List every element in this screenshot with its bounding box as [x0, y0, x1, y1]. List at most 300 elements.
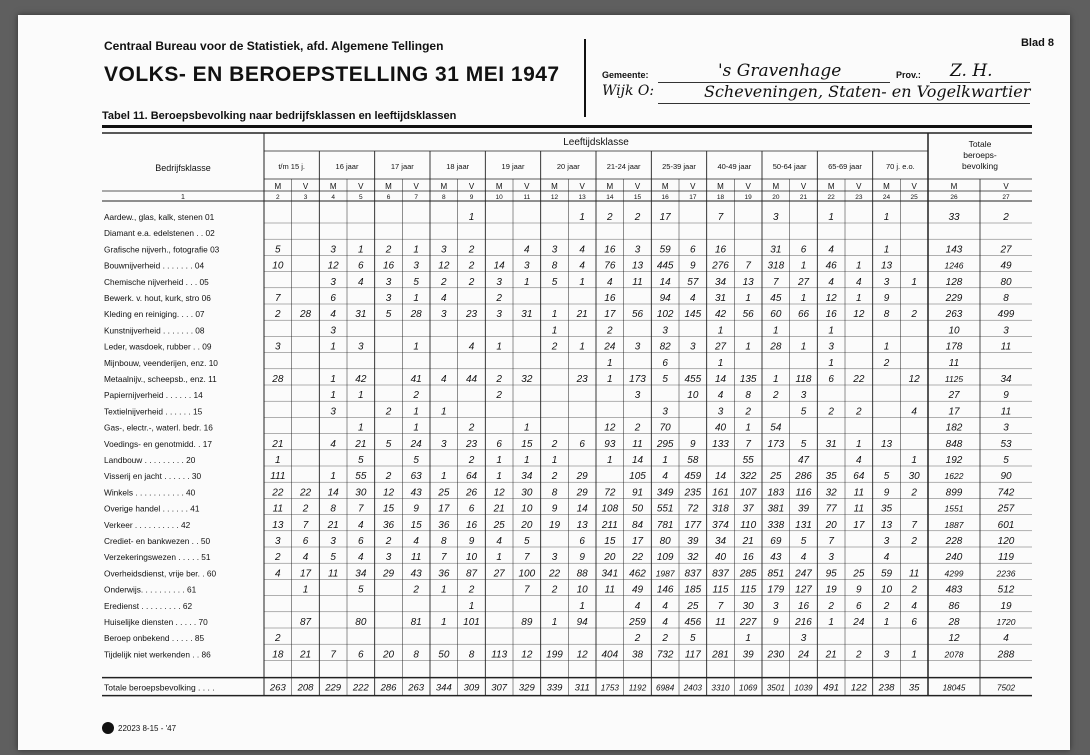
row-value: 3: [413, 260, 419, 272]
row-value: 2: [385, 406, 392, 418]
row-value: 13: [272, 519, 284, 531]
row-value: 2: [607, 325, 613, 337]
row-label: Crediet- en bankwezen . . 50: [104, 536, 211, 546]
row-value: 5: [275, 244, 281, 256]
row-value: 4: [330, 438, 336, 450]
total-header-line: Totale: [968, 139, 992, 149]
row-label: Voedings- en genotmidd. . 17: [104, 438, 212, 449]
row-value: 4: [358, 519, 364, 531]
row-value: 82: [659, 341, 671, 353]
row-value: 2: [496, 293, 502, 304]
column-number: 12: [550, 194, 559, 201]
row-value: 56: [742, 309, 754, 321]
row-value: 55: [355, 471, 367, 483]
row-value: 1: [607, 357, 613, 369]
total-value: 35: [908, 682, 920, 694]
row-value: 4: [911, 600, 917, 612]
row-value: 4: [358, 276, 364, 288]
row-value: 2: [468, 276, 475, 288]
row-value: 2: [275, 633, 281, 645]
row-value: 3: [551, 244, 558, 256]
row-value: 11: [715, 617, 726, 628]
row-value: 2: [1003, 212, 1009, 223]
row-value: 182: [945, 422, 963, 434]
row-value: 3: [551, 552, 558, 564]
row-value: 77: [825, 503, 837, 515]
row-value: 17: [631, 536, 644, 547]
row-label: Mijnbouw, veenderijen, enz. 10: [104, 357, 218, 368]
column-number: 17: [689, 194, 697, 201]
row-value: 4: [634, 600, 641, 612]
row-value: 11: [908, 568, 920, 580]
row-value: 4: [413, 536, 419, 547]
row-value: 3: [634, 390, 641, 402]
row-value: 1720: [996, 617, 1016, 627]
org-name: Centraal Bureau voor de Statistiek, afd. Algemene Tellingen: [104, 39, 444, 53]
sex-label-m: M: [717, 182, 724, 191]
row-value: 7: [745, 438, 751, 450]
row-value: 1: [745, 422, 751, 434]
row-value: 16: [742, 552, 754, 564]
row-value: 10: [880, 584, 893, 596]
column-number: 9: [469, 194, 474, 201]
row-value: 4: [828, 244, 834, 256]
row-value: 16: [465, 519, 478, 531]
row-value: 1: [911, 649, 917, 661]
row-value: 7: [441, 552, 447, 564]
row-value: 2: [911, 584, 917, 596]
row-value: 30: [355, 487, 367, 499]
row-value: 31: [714, 293, 727, 304]
row-value: 7: [524, 552, 530, 564]
row-value: 5: [413, 455, 419, 466]
total-value: 7502: [996, 683, 1016, 693]
row-value: 50: [631, 503, 644, 515]
row-value: 22: [631, 552, 644, 564]
row-value: 8: [468, 649, 475, 661]
row-value: 10: [576, 584, 588, 596]
row-label: Huiselijke diensten . . . . . 70: [104, 617, 208, 627]
row-value: 1: [579, 276, 585, 288]
sex-label-m: M: [495, 182, 503, 191]
row-value: 9: [468, 536, 475, 547]
column-number: 3: [303, 194, 308, 201]
row-value: 72: [687, 503, 699, 515]
row-value: 30: [521, 487, 533, 499]
row-value: 49: [631, 584, 644, 596]
row-value: 7: [828, 536, 834, 547]
sex-label-m: M: [827, 182, 835, 191]
row-value: 5: [413, 276, 419, 288]
row-value: 2: [551, 438, 558, 450]
row-value: 35: [880, 503, 893, 515]
row-value: 11: [1000, 406, 1012, 418]
row-label: Tijdelijk niet werkenden . . 86: [104, 649, 211, 660]
row-value: 1: [800, 260, 807, 272]
row-value: 5: [883, 471, 890, 483]
row-value: 64: [465, 471, 478, 483]
row-value: 837: [712, 568, 729, 580]
row-value: 105: [629, 471, 646, 483]
row-value: 318: [767, 260, 785, 272]
row-value: 34: [714, 536, 727, 547]
row-value: 40: [714, 552, 727, 564]
row-value: 281: [712, 649, 729, 661]
row-value: 12: [853, 309, 865, 321]
row-value: 4: [579, 244, 585, 256]
sex-label-v: V: [413, 182, 419, 191]
column-number: 16: [661, 194, 669, 201]
row-value: 4299: [944, 568, 964, 579]
row-value: 338: [767, 519, 785, 531]
row-value: 93: [604, 438, 616, 450]
row-value: 11: [853, 503, 865, 515]
row-value: 4: [524, 244, 530, 256]
sex-label-m: M: [440, 182, 448, 191]
row-value: 111: [270, 471, 286, 483]
sex-label-m: M: [274, 182, 282, 191]
row-value: 2: [468, 260, 475, 272]
print-code: [102, 722, 176, 734]
row-value: 115: [740, 584, 757, 596]
row-value: 2: [911, 309, 917, 321]
row-value: 4: [441, 374, 447, 385]
row-value: 17: [659, 212, 671, 223]
row-value: 16: [604, 244, 616, 256]
column-number: 13: [578, 194, 586, 201]
row-value: 5: [800, 536, 807, 547]
row-value: 16: [825, 309, 837, 321]
age-group-label: 18 jaar: [446, 162, 470, 171]
row-value: 31: [825, 438, 837, 450]
row-value: 1: [441, 584, 447, 596]
row-value: 17: [299, 568, 312, 580]
row-value: 5: [800, 406, 807, 418]
total-sex-label-m: M: [950, 182, 958, 191]
row-value: 1: [358, 244, 364, 256]
row-value: 11: [632, 438, 643, 450]
row-value: 318: [712, 503, 729, 515]
row-value: 7: [358, 503, 364, 515]
row-value: 21: [825, 649, 837, 661]
row-value: 3: [385, 552, 392, 564]
row-value: 4: [330, 309, 336, 321]
row-value: 59: [880, 568, 893, 580]
row-value: 3: [634, 341, 641, 353]
row-value: 117: [684, 649, 701, 661]
row-value: 10: [272, 260, 284, 272]
row-value: 1: [524, 276, 530, 288]
row-label: Kleding en reiniging. . . . 07: [104, 309, 205, 320]
row-value: 19: [1000, 600, 1012, 612]
row-value: 285: [739, 568, 757, 580]
sex-label-v: V: [634, 182, 641, 191]
row-value: 1: [496, 471, 502, 483]
row-value: 1: [524, 422, 530, 434]
row-label: Verzekeringswezen . . . . . 51: [104, 552, 211, 563]
age-group-label: 50-64 jaar: [772, 162, 807, 171]
row-value: 3: [524, 260, 530, 272]
row-value: 5: [385, 309, 392, 321]
row-value: 10: [948, 325, 960, 337]
column-number: 11: [523, 194, 531, 201]
row-value: 1: [275, 455, 281, 466]
row-value: 27: [493, 568, 505, 580]
row-value: 483: [945, 584, 963, 596]
row-value: 499: [997, 309, 1015, 321]
row-value: 6: [330, 293, 336, 304]
row-value: 37: [742, 503, 754, 515]
total-header-line: beroeps-: [963, 150, 997, 160]
sex-label-v: V: [579, 182, 585, 191]
row-value: 257: [997, 503, 1015, 515]
gemeente-label: Gemeente:: [602, 70, 649, 80]
row-value: 16: [604, 293, 616, 304]
row-value: 80: [1000, 276, 1012, 288]
row-value: 2: [468, 422, 475, 434]
row-value: 1: [856, 438, 862, 450]
row-value: 9: [690, 260, 696, 272]
row-value: 3: [634, 244, 641, 256]
row-value: 2: [441, 276, 447, 288]
row-value: 11: [272, 503, 284, 515]
row-value: 1: [358, 422, 364, 434]
row-value: 11: [604, 584, 616, 596]
row-value: 3: [883, 276, 890, 288]
row-value: 1: [496, 341, 502, 353]
row-value: 1: [468, 600, 475, 612]
column-number: 25: [910, 194, 918, 201]
age-group-label: 17 jaar: [390, 162, 414, 171]
row-value: 23: [576, 374, 588, 385]
row-value: 28: [770, 341, 782, 353]
row-value: 14: [327, 487, 339, 499]
row-value: 11: [410, 552, 422, 564]
row-value: 28: [272, 374, 284, 385]
column-number: 27: [1002, 194, 1010, 201]
sex-label-m: M: [329, 182, 337, 191]
row-value: 2: [607, 212, 613, 223]
row-value: 173: [629, 374, 646, 385]
row-value: 2: [468, 584, 475, 596]
total-value: 1039: [794, 683, 813, 693]
row-value: 173: [767, 438, 785, 450]
row-value: 247: [795, 568, 812, 580]
row-value: 13: [880, 260, 893, 272]
row-value: 7: [717, 212, 724, 223]
wijk-label: Wijk O:: [602, 83, 655, 99]
row-value: 1: [496, 455, 502, 466]
row-value: 107: [739, 487, 757, 499]
row-value: 15: [521, 438, 533, 450]
row-label: Bewerk. v. hout, kurk, stro 06: [104, 293, 211, 303]
row-value: 1: [773, 374, 779, 385]
row-value: 4: [468, 341, 475, 353]
row-value: 1: [330, 390, 336, 402]
row-value: 31: [770, 244, 782, 256]
gemeente-value: 's Gravenhage: [718, 61, 842, 81]
row-value: 235: [684, 487, 702, 499]
row-value: 3: [1003, 325, 1009, 337]
row-value: 3: [717, 406, 724, 418]
sex-label-v: V: [524, 182, 530, 191]
row-label: Grafische nijverh., fotografie 03: [104, 244, 220, 255]
row-value: 5: [330, 552, 336, 564]
age-group-label: 19 jaar: [501, 162, 525, 171]
row-value: 133: [712, 438, 729, 450]
sex-label-m: M: [883, 182, 890, 191]
row-value: 1: [717, 357, 724, 369]
row-value: 102: [656, 309, 674, 321]
row-value: 30: [908, 471, 920, 483]
row-value: 551: [656, 503, 674, 515]
row-value: 4: [662, 617, 668, 628]
row-value: 118: [795, 374, 812, 385]
row-value: 34: [355, 568, 367, 580]
table-caption: Tabel 11. Beroepsbevolking naar bedrijfsklassen en leeftijdsklassen: [102, 110, 457, 122]
row-value: 259: [629, 617, 646, 628]
row-value: 27: [797, 276, 810, 288]
census-table: [18, 15, 1070, 750]
row-value: 2: [468, 455, 475, 466]
row-value: 12: [908, 374, 920, 385]
age-group-label: 21-24 jaar: [606, 162, 641, 171]
row-value: 2: [468, 244, 475, 256]
row-value: 5: [524, 536, 530, 547]
age-header: Leeftijdsklasse: [563, 137, 629, 148]
total-value: 307: [491, 682, 508, 694]
row-value: 2: [911, 536, 917, 547]
total-value: 3501: [766, 683, 785, 693]
row-value: 11: [1000, 341, 1012, 353]
row-value: 2: [551, 341, 558, 353]
row-value: 6: [358, 536, 364, 547]
row-value: 3: [800, 390, 807, 402]
row-value: 8: [413, 649, 419, 661]
row-value: 47: [797, 455, 810, 466]
row-value: 3: [828, 341, 834, 353]
column-number: 24: [882, 194, 891, 201]
age-group-label: 70 j. e.o.: [885, 162, 915, 171]
row-value: 8: [551, 260, 558, 272]
row-value: 41: [410, 374, 422, 385]
row-value: 9: [883, 293, 890, 304]
row-value: 25: [438, 487, 450, 499]
row-value: 45: [770, 293, 782, 304]
row-value: 7: [717, 600, 724, 612]
row-value: 3: [330, 536, 336, 547]
row-value: 36: [438, 568, 450, 580]
row-value: 288: [997, 649, 1015, 661]
row-value: 178: [945, 341, 963, 353]
row-value: 5: [551, 276, 558, 288]
row-value: 19: [548, 519, 561, 531]
row-value: 115: [712, 584, 729, 596]
row-value: 211: [601, 519, 618, 531]
row-value: 22: [299, 487, 312, 499]
row-value: 17: [604, 309, 616, 321]
row-value: 1: [468, 212, 475, 223]
row-value: 381: [767, 503, 785, 515]
row-value: 9: [773, 617, 779, 628]
row-value: 22: [272, 487, 284, 499]
row-value: 227: [739, 617, 757, 628]
row-value: 20: [604, 552, 616, 564]
row-value: 286: [795, 471, 812, 483]
sex-label-m: M: [606, 182, 614, 191]
province-label: Prov.:: [896, 70, 921, 80]
row-value: 295: [656, 438, 674, 450]
row-value: 11: [632, 276, 643, 288]
row-value: 6: [911, 617, 917, 628]
row-value: 14: [714, 471, 727, 483]
row-value: 119: [998, 552, 1014, 564]
row-value: 512: [997, 584, 1015, 596]
row-value: 7: [524, 584, 530, 596]
row-label: Leder, wasdoek, rubber . . 09: [104, 341, 212, 352]
row-value: 5: [385, 438, 392, 450]
row-value: 135: [739, 374, 757, 385]
row-value: 899: [945, 487, 963, 499]
row-label: Bouwnijverheid . . . . . . . 04: [104, 260, 205, 271]
age-group-label: 20 jaar: [556, 162, 580, 171]
row-value: 2: [496, 374, 502, 385]
row-value: 2: [634, 212, 641, 223]
row-value: 127: [795, 584, 812, 596]
row-value: 1: [496, 552, 502, 564]
row-value: 2: [883, 357, 890, 369]
total-value: 311: [574, 682, 590, 694]
row-value: 4: [441, 293, 447, 304]
column-number: 20: [772, 194, 780, 201]
row-value: 1: [579, 212, 585, 223]
row-value: 109: [656, 552, 674, 564]
row-value: 459: [684, 471, 702, 483]
row-value: 12: [825, 293, 837, 304]
row-value: 89: [521, 617, 533, 628]
row-value: 21: [742, 536, 754, 547]
row-value: 101: [463, 617, 480, 628]
row-value: 3: [662, 325, 668, 337]
row-value: 40: [714, 422, 727, 434]
sex-label-v: V: [358, 182, 364, 191]
row-value: 12: [382, 487, 395, 499]
row-value: 3: [773, 600, 779, 612]
row-value: 12: [521, 649, 533, 661]
row-value: 2: [385, 536, 392, 547]
total-value: 329: [518, 682, 535, 694]
row-value: 8: [441, 536, 447, 547]
row-value: 183: [767, 487, 785, 499]
row-value: 3: [330, 325, 336, 337]
row-value: 31: [355, 309, 367, 321]
row-value: 276: [712, 260, 729, 272]
row-value: 23: [465, 309, 478, 321]
row-value: 2: [275, 552, 281, 564]
row-value: 76: [604, 260, 616, 272]
row-value: 9: [551, 503, 558, 515]
row-label: Overige handel . . . . . . 41: [104, 503, 200, 514]
row-value: 46: [825, 260, 837, 272]
row-value: 3: [496, 309, 502, 321]
row-value: 9: [856, 584, 862, 596]
row-value: 2: [496, 390, 502, 402]
row-value: 3: [773, 212, 779, 223]
row-value: 8: [330, 503, 336, 515]
row-value: 341: [601, 568, 619, 580]
row-value: 185: [684, 584, 702, 596]
row-value: 3: [330, 244, 336, 256]
